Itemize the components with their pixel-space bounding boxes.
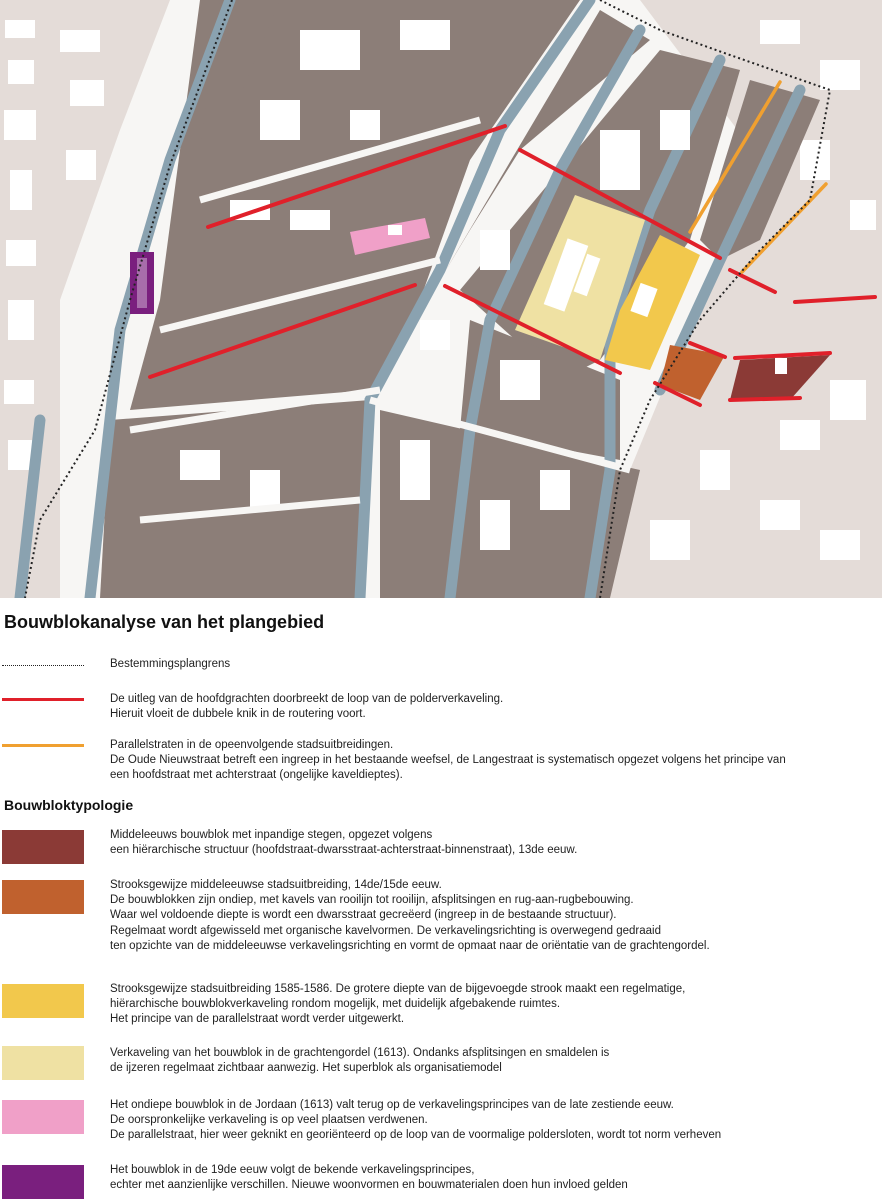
strip-1585-swatch	[2, 984, 84, 1018]
typology-title: Bouwbloktypologie	[4, 797, 134, 813]
jordaan-swatch	[2, 1100, 84, 1134]
legend-text: Strooksgewijze stadsuitbreiding 1585-1586. De grotere diepte van de bijgevoegde strook maakt een regelmatige, hiërarchische bouwblokverkaveling rondom mogelijk, met duidelijk afgebakende ruimtes. Het principe van de parallelstraat wordt verder uitgewerkt.	[110, 983, 686, 1026]
legend-text: Verkaveling van het bouwblok in de grachtengordel (1613). Ondanks afsplitsingen en smaldelen is de ijzeren regelmaat zichtbaar aanwezig. Het superblok als organisatiemodel	[110, 1047, 610, 1075]
main-canals-swatch	[2, 698, 84, 701]
legend-text: Bestemmingsplangrens	[110, 658, 231, 670]
parallel-streets-swatch	[2, 744, 84, 747]
medieval-block-void	[775, 358, 787, 374]
legend-text: Parallelstraten in de opeenvolgende stadsuitbreidingen. De Oude Nieuwstraat betreft een ingreep in het bestaande weefsel, de Langestraat is systematisch opgezet volgens het principe van een hoofdstraat met achterstraat (ongelijke kaveldieptes).	[110, 739, 786, 782]
legend-text: Strooksgewijze middeleeuwse stadsuitbreiding, 14de/15de eeuw. De bouwblokken zijn ondiep, met kavels van rooilijn tot rooilijn, afsplitsingen en rug-aan-rugbebouwing. Waar wel voldoende diepte is wordt een dwarsstraat gecreëerd (ingreep in de bestaande structuur). Regelmaat wordt afgewisseld met organische kavelvormen. De verkavelingsrichting is overwegend gedraaid ten opzichte van de middeleeuwse verkavelingsrichting en vormt de opmaat naar de oriëntatie van de grachtengordel.	[110, 879, 710, 952]
city-block-map	[0, 0, 882, 598]
legend-text: Het bouwblok in de 19de eeuw volgt de bekende verkavelingsprincipes, echter met aanzienlijke verschillen. Nieuwe woonvormen en bouwmaterialen doen hun invloed gelden	[110, 1164, 628, 1192]
jordaan-block-void	[388, 225, 402, 235]
19th-century-swatch	[2, 1165, 84, 1199]
legend-text: Middeleeuws bouwblok met inpandige stegen, opgezet volgens een hiërarchische structuur (hoofdstraat-dwarsstraat-achterstraat-binnenstraat), 13de eeuw.	[110, 829, 578, 857]
legend-text: De uitleg van de hoofdgrachten doorbreekt de loop van de polderverkaveling. Hieruit vloeit de dubbele knik in de routering voort.	[110, 693, 504, 721]
legend-title: Bouwblokanalyse van het plangebied	[4, 612, 325, 632]
strip-medieval-swatch	[2, 880, 84, 914]
canal-belt-swatch	[2, 1046, 84, 1080]
legend-text: Het ondiepe bouwblok in de Jordaan (1613) valt terug op de verkavelingsprincipes van de late zestiende eeuw. De oorspronkelijke verkaveling is op veel plaatsen verdwenen. De parallelstraat, hier weer geknikt en georiënteerd op de loop van de voormalige poldersloten, wordt tot norm verheven	[110, 1099, 722, 1142]
medieval-block-swatch	[2, 830, 84, 864]
boundary-swatch	[2, 665, 84, 666]
